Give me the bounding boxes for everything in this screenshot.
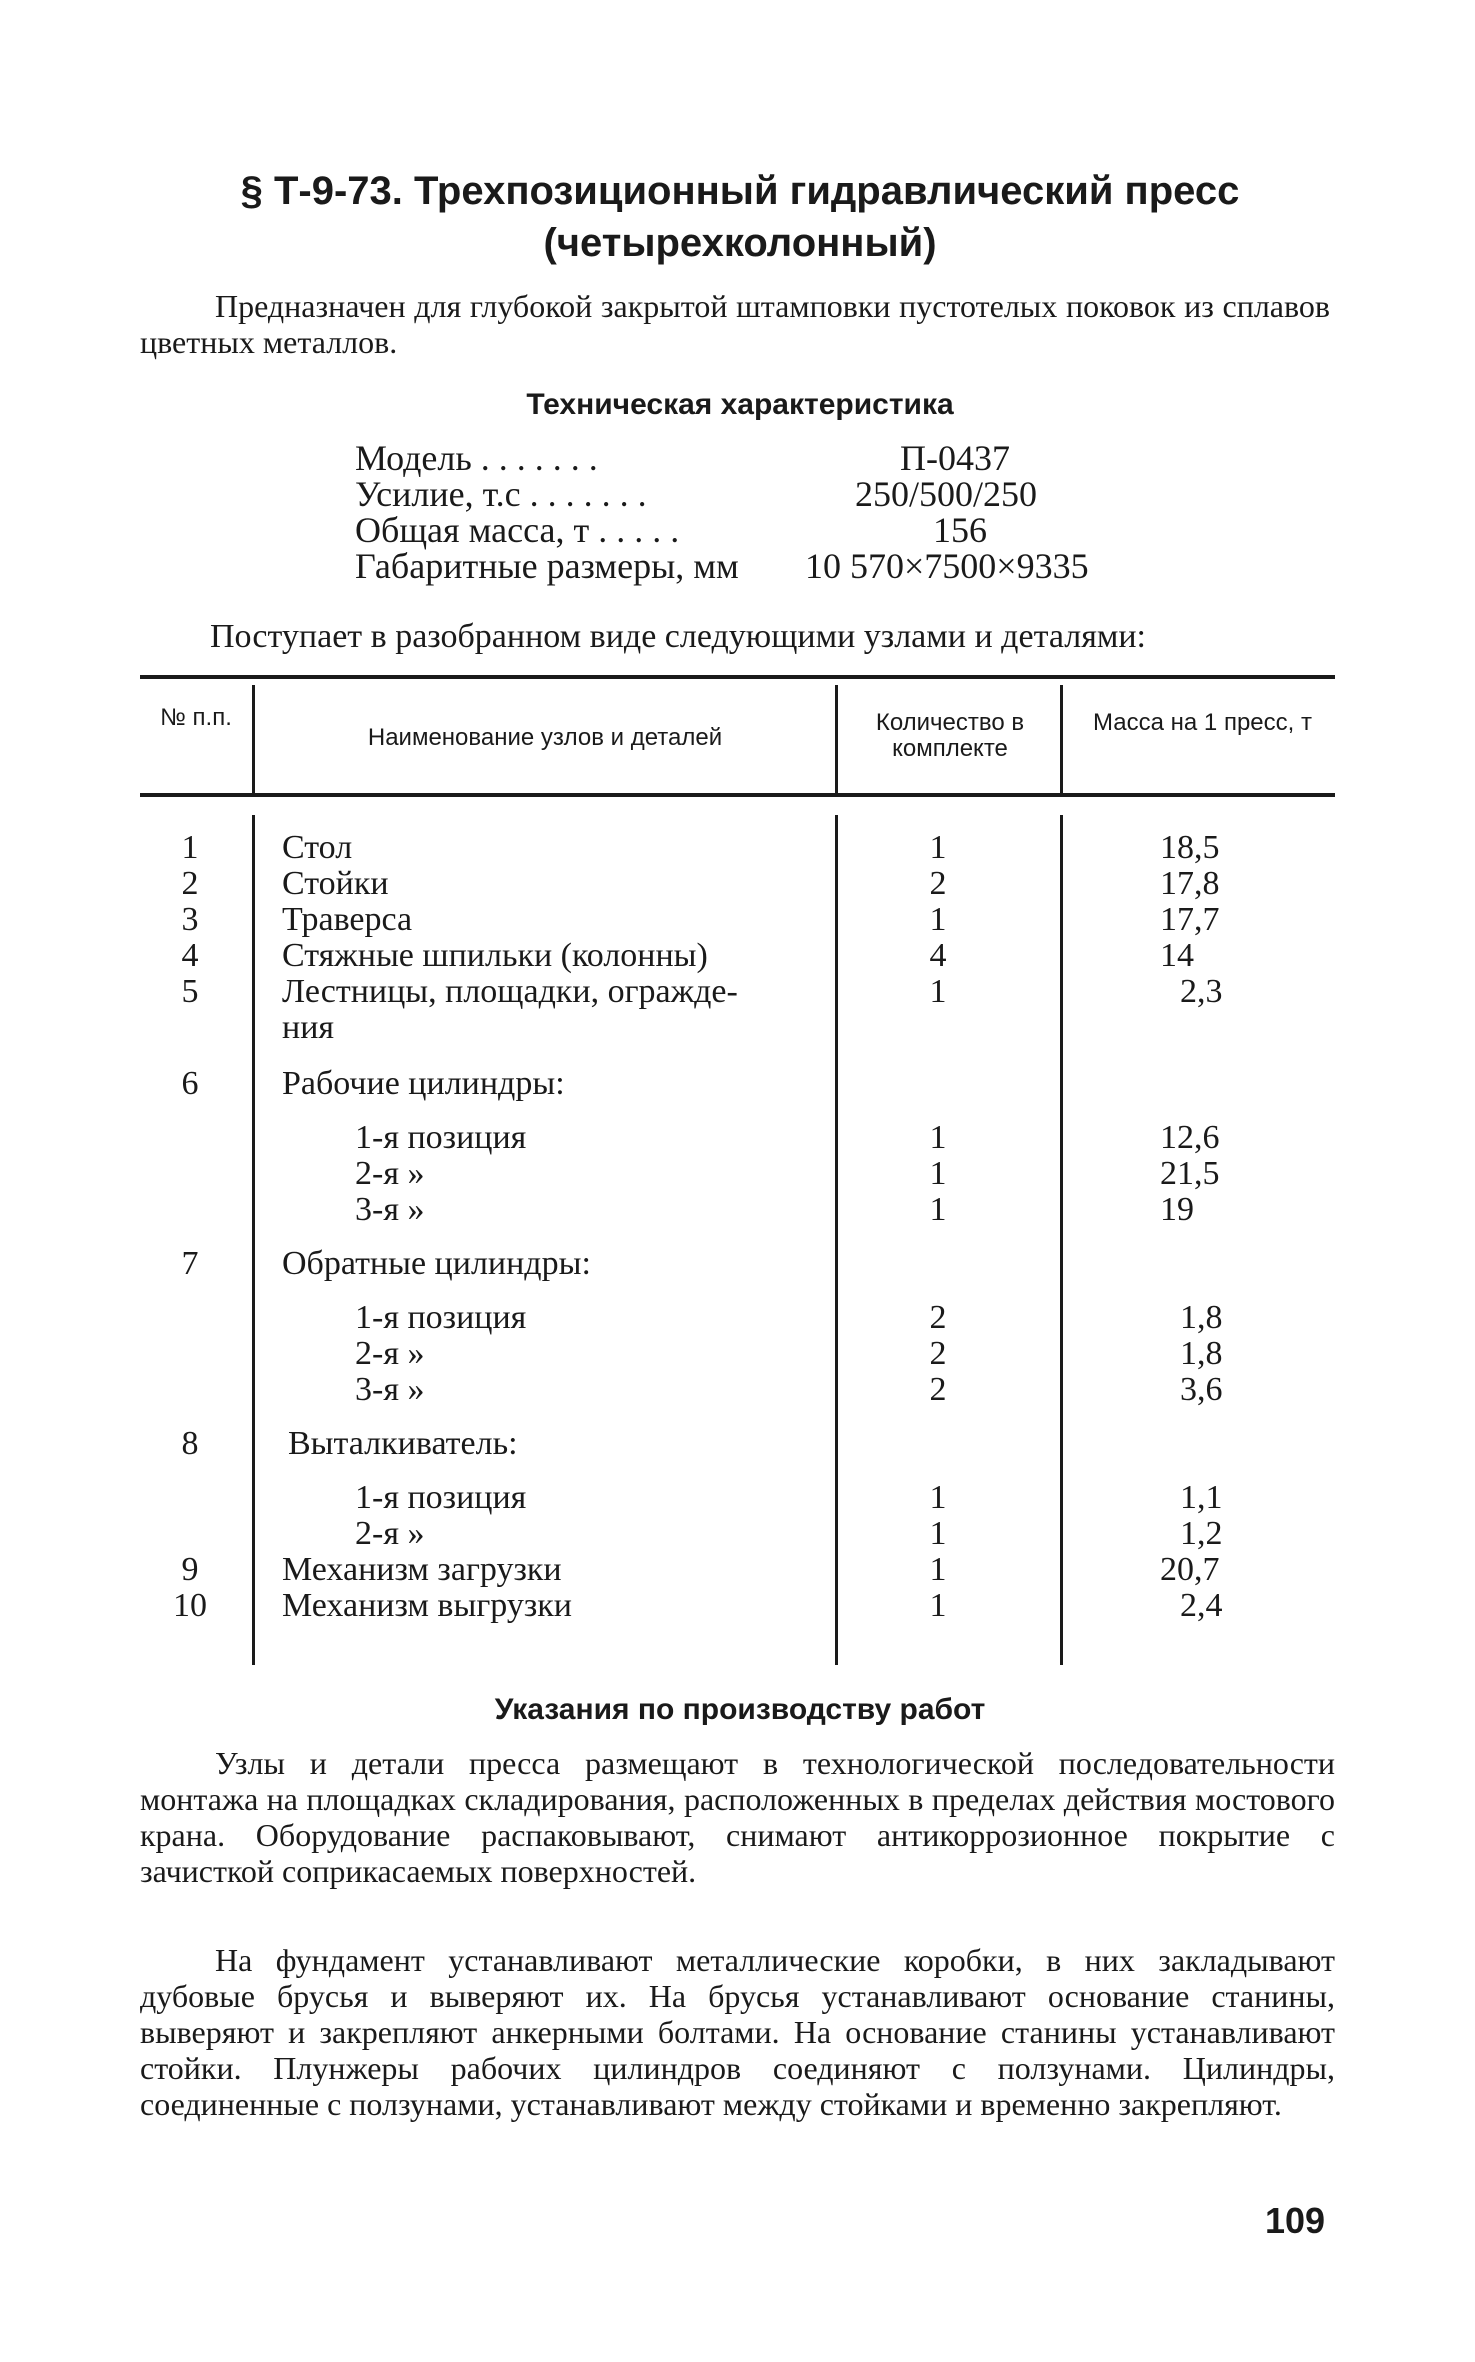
row-name: Стяжные шпильки (колонны) (282, 937, 708, 974)
row-mass: 18,5 (1160, 829, 1220, 866)
table-header-rule (140, 793, 1335, 797)
table-row (140, 1010, 1335, 1066)
spec-label: Общая масса, т . . . . . (355, 510, 680, 550)
row-num: 6 (181, 1065, 199, 1102)
row-name: Выталкиватель: (288, 1425, 518, 1462)
spec-value: П-0437 (900, 438, 1010, 478)
row-num: 9 (181, 1551, 199, 1588)
row-mass: 3,6 (1180, 1371, 1223, 1408)
spec-value: 10 570×7500×9335 (805, 546, 1089, 586)
spec-heading: Техническая характеристика (526, 388, 954, 421)
spec-label: Модель . . . . . . . (355, 438, 598, 478)
table-row (140, 1156, 1335, 1192)
table-row (140, 1552, 1335, 1588)
row-num: 2 (181, 865, 199, 902)
intro-paragraph: Предназначен для глубокой закрытой штамповки пустотелых поковок из сплавов цветных металлов. (140, 288, 1330, 360)
row-qty: 2 (929, 1371, 947, 1408)
table-row (140, 866, 1335, 902)
title-line-2: (четырехколонный) (543, 221, 937, 265)
row-name: Траверса (282, 901, 413, 938)
row-num: 8 (181, 1425, 199, 1462)
row-mass: 19 (1160, 1191, 1194, 1228)
row-name: Обратные цилиндры: (282, 1245, 591, 1282)
column-divider (1060, 685, 1063, 793)
row-mass: 1,2 (1180, 1515, 1223, 1552)
row-num: 4 (181, 937, 199, 974)
table-row (140, 1480, 1335, 1516)
row-name: 1-я позиция (355, 1299, 527, 1336)
parts-table (140, 675, 1335, 1675)
row-qty: 2 (929, 1299, 947, 1336)
row-qty: 1 (929, 1191, 947, 1228)
table-row (140, 1588, 1335, 1624)
table-row (140, 830, 1335, 866)
row-name: Стол (282, 829, 353, 866)
table-row (140, 1192, 1335, 1246)
table-row (140, 1426, 1335, 1480)
table-row (140, 1300, 1335, 1336)
row-qty: 1 (929, 1155, 947, 1192)
row-qty: 4 (929, 937, 947, 974)
table-row (140, 1516, 1335, 1552)
row-mass: 1,1 (1180, 1479, 1223, 1516)
row-mass: 2,4 (1180, 1587, 1223, 1624)
title-line-1: § Т-9-73. Трехпозиционный гидравлический пресс (240, 169, 1240, 213)
table-row (140, 1246, 1335, 1300)
spec-label: Габаритные размеры, мм (355, 546, 739, 586)
instructions-heading: Указания по производству работ (494, 1693, 986, 1726)
row-qty: 1 (929, 1515, 947, 1552)
column-divider (835, 685, 838, 793)
table-row (140, 974, 1335, 1010)
row-name: Механизм выгрузки (282, 1587, 572, 1624)
spec-list (355, 440, 1155, 584)
spec-value: 250/500/250 (855, 474, 1038, 514)
row-name: Рабочие цилиндры: (282, 1065, 565, 1102)
row-name: 2-я » (355, 1515, 425, 1552)
table-row (140, 1066, 1335, 1120)
row-name: Лестницы, площадки, огражде- (282, 973, 738, 1010)
table-row (140, 1372, 1335, 1426)
page-title (140, 165, 1340, 269)
row-name: 3-я » (355, 1371, 425, 1408)
row-mass: 20,7 (1160, 1551, 1220, 1588)
row-mass: 17,8 (1160, 865, 1220, 902)
row-name: Механизм загрузки (282, 1551, 562, 1588)
row-qty: 1 (929, 973, 947, 1010)
row-qty: 1 (929, 1551, 947, 1588)
spec-row (355, 512, 1155, 548)
page-number: 109 (1265, 2200, 1326, 2241)
row-name: 3-я » (355, 1191, 425, 1228)
row-num: 7 (181, 1245, 199, 1282)
row-num: 1 (181, 829, 199, 866)
row-mass: 21,5 (1160, 1155, 1220, 1192)
row-num: 10 (173, 1587, 207, 1624)
row-mass: 14 (1160, 937, 1194, 974)
row-qty: 2 (929, 865, 947, 902)
table-row (140, 1336, 1335, 1372)
row-num: 5 (181, 973, 199, 1010)
spec-value: 156 (933, 510, 987, 550)
row-qty: 1 (929, 1479, 947, 1516)
table-row (140, 1120, 1335, 1156)
row-name: ния (282, 1009, 335, 1046)
row-qty: 2 (929, 1335, 947, 1372)
header-name: Наименование узлов и деталей (367, 724, 723, 751)
supply-text: Поступает в разобранном виде следующими узлами и деталями: (210, 618, 1146, 655)
row-name: 2-я » (355, 1155, 425, 1192)
header-mass: Масса на 1 пресс, т (1093, 709, 1312, 736)
spec-row (355, 440, 1155, 476)
row-mass: 1,8 (1180, 1299, 1223, 1336)
row-mass: 2,3 (1180, 973, 1223, 1010)
header-qty: Количество в комплекте (875, 709, 1025, 762)
row-name: 1-я позиция (355, 1479, 527, 1516)
spec-row (355, 548, 1155, 584)
row-name: 1-я позиция (355, 1119, 527, 1156)
row-num: 3 (181, 901, 199, 938)
row-qty: 1 (929, 1587, 947, 1624)
table-top-rule (140, 675, 1335, 679)
table-body (140, 830, 1335, 1624)
row-mass: 17,7 (1160, 901, 1220, 938)
row-qty: 1 (929, 1119, 947, 1156)
row-name: Стойки (282, 865, 389, 902)
spec-label: Усилие, т.с . . . . . . . (355, 474, 647, 514)
row-qty: 1 (929, 901, 947, 938)
row-qty: 1 (929, 829, 947, 866)
row-name: 2-я » (355, 1335, 425, 1372)
row-mass: 1,8 (1180, 1335, 1223, 1372)
paragraph-1: Узлы и детали пресса размещают в технологической последовательности монтажа на площадках складирования, расположенных в пределах действия мостового крана. Оборудование распаковывают, снимают антикоррозионное покрытие с зачисткой соприкасаемых поверхностей. (140, 1745, 1335, 1889)
header-num: № п.п. (160, 704, 232, 731)
table-row (140, 938, 1335, 974)
table-row (140, 902, 1335, 938)
row-mass: 12,6 (1160, 1119, 1220, 1156)
spec-row (355, 476, 1155, 512)
paragraph-2: На фундамент устанавливают металлические коробки, в них закладывают дубовые брусья и выверяют их. На брусья устанавливают основание станины, выверяют и закрепляют анкерными болтами. На основание станины устанавливают стойки. Плунжеры рабочих цилиндров соединяют с ползунами. Цилиндры, соединенные с ползунами, устанавливают между стойками и временно закрепляют. (140, 1942, 1335, 2122)
